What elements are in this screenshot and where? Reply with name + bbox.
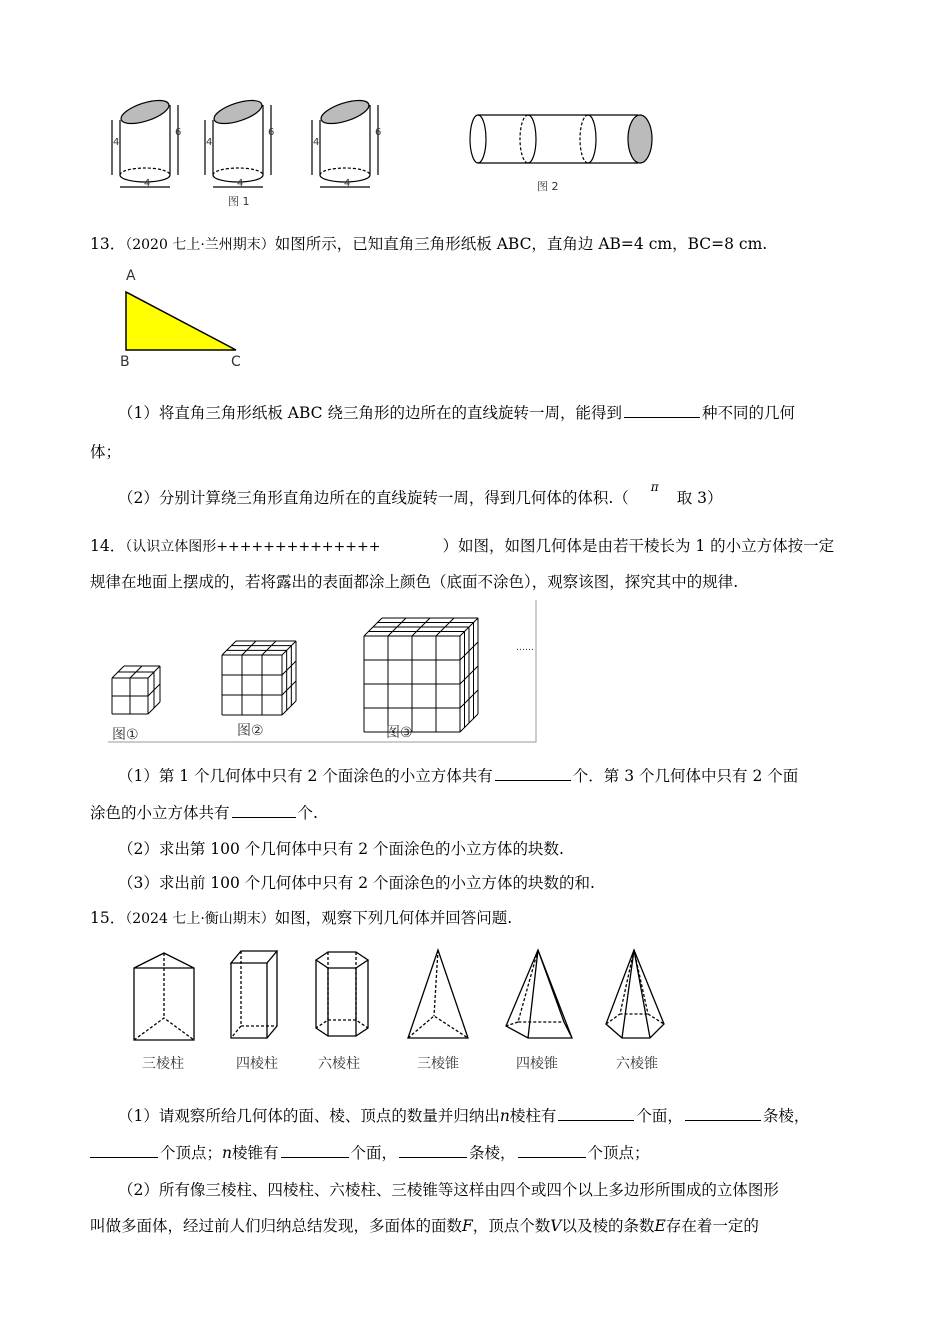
solid-label-4: 三棱锥: [417, 1056, 459, 1072]
solid-label-3: 六棱柱: [318, 1056, 360, 1072]
solid-label-6: 六棱锥: [616, 1056, 658, 1072]
figure-1-label: 图 1: [228, 195, 250, 208]
hexagonal-prism: [316, 952, 368, 1036]
q14-part2: （2）求出第 100 个几何体中只有 2 个面涂色的小立方体的块数.: [118, 840, 564, 858]
answer-blank[interactable]: [495, 766, 571, 781]
answer-blank[interactable]: [518, 1143, 586, 1158]
q14-part1: （1）第 1 个几何体中只有 2 个面涂色的小立方体共有 个．第 3 个几何体中只有 2 个面: [118, 767, 799, 785]
figure-2-tube: [468, 112, 668, 182]
q13-number: 13．: [90, 235, 126, 253]
q15-part2-cont: 叫做多面体，经过前人们归纳总结发现，多面体的面数F，顶点个数V以及棱的条数E存在着一定的: [90, 1217, 759, 1235]
dim-label-4-bottom: 4: [144, 178, 151, 189]
fig-label-1: 图①: [112, 727, 139, 743]
q14-source: （认识立体图形++++++++++++++: [125, 539, 381, 555]
square-prism: [231, 951, 277, 1038]
dim-label-6: 6: [175, 127, 182, 138]
label-c: C: [231, 354, 241, 370]
q13-part1-cont: 体；: [90, 443, 122, 461]
q14-stem: 14．（认识立体图形++++++++++++++ ）如图，如图几何体是由若干棱长为 1 的小立方体按一定: [90, 537, 835, 555]
fig-label-2: 图②: [237, 723, 264, 739]
label-b: B: [120, 354, 130, 370]
answer-blank[interactable]: [558, 1106, 634, 1121]
triangular-pyramid: [408, 950, 468, 1038]
answer-blank[interactable]: [281, 1143, 349, 1158]
dim-label-6-2: 6: [268, 127, 275, 138]
q13-stem: [90, 232, 767, 254]
figure-2-label: 图 2: [537, 180, 559, 193]
dim-label-4-bottom-3: 4: [344, 178, 351, 189]
q15-part2: （2）所有像三棱柱、四棱柱、六棱柱、三棱锥等这样由四个或四个以上多边形所围成的立体图形: [118, 1181, 779, 1199]
q14-part3: （3）求出前 100 个几何体中只有 2 个面涂色的小立方体的块数的和.: [118, 874, 595, 892]
q15-stem: 15．（2024 七上·衡山期末）如图，观察下列几何体并回答问题.: [90, 909, 513, 927]
solid-label-5: 四棱锥: [516, 1056, 558, 1072]
answer-blank[interactable]: [624, 403, 700, 418]
q13-source: （2020 七上·兰州期末）: [125, 237, 275, 253]
ellipsis: ……: [516, 643, 534, 653]
answer-blank[interactable]: [232, 803, 296, 818]
label-a: A: [126, 268, 136, 284]
q15-source: （2024 七上·衡山期末）: [125, 911, 275, 927]
answer-blank[interactable]: [685, 1106, 761, 1121]
cube-stack: [222, 641, 296, 715]
q13-part2: （2）分别计算绕三角形直角边所在的直线旋转一周，得到几何体的体积.（$^\pi$取 3）: [118, 480, 723, 507]
pi-symbol: π: [650, 480, 659, 494]
square-pyramid: [506, 950, 572, 1038]
dim-label-4-3: 4: [313, 137, 320, 148]
dim-label-4-bottom-2: 4: [237, 178, 244, 189]
hexagonal-pyramid: [606, 950, 664, 1038]
q14-stem-cont: 规律在地面上摆成的，若将露出的表面都涂上颜色（底面不涂色），观察该图，探究其中的规律.: [90, 573, 739, 591]
solid-label-1: 三棱柱: [142, 1056, 184, 1072]
dim-label-6-3: 6: [375, 127, 382, 138]
dim-label-4-2: 4: [206, 137, 213, 148]
answer-blank[interactable]: [90, 1143, 158, 1158]
fig-label-3: 图③: [386, 725, 413, 741]
solid-label-2: 四棱柱: [236, 1056, 278, 1072]
q15-part1-cont: 个顶点；n棱锥有 个面， 条棱， 个顶点；: [90, 1141, 650, 1163]
q13-part1: （1）将直角三角形纸板 ABC 绕三角形的边所在的直线旋转一周，能得到 种不同的几何: [118, 404, 795, 422]
dim-label-4: 4: [113, 137, 120, 148]
cube-stacks: [108, 600, 538, 745]
cube-stack: [364, 618, 478, 732]
solids-drawings: [128, 948, 708, 1048]
q14-part1-cont: 涂色的小立方体共有 个.: [90, 804, 318, 822]
q15-part1: （1）请观察所给几何体的面、棱、顶点的数量并归纳出n棱柱有 个面， 条棱，: [118, 1107, 810, 1125]
answer-blank[interactable]: [399, 1143, 467, 1158]
cube-stack: [112, 666, 160, 714]
q13-stem-text: 如图所示，已知直角三角形纸板 ABC，直角边 AB=4 cm，BC=8 cm.: [274, 235, 768, 253]
triangular-prism: [134, 953, 194, 1040]
